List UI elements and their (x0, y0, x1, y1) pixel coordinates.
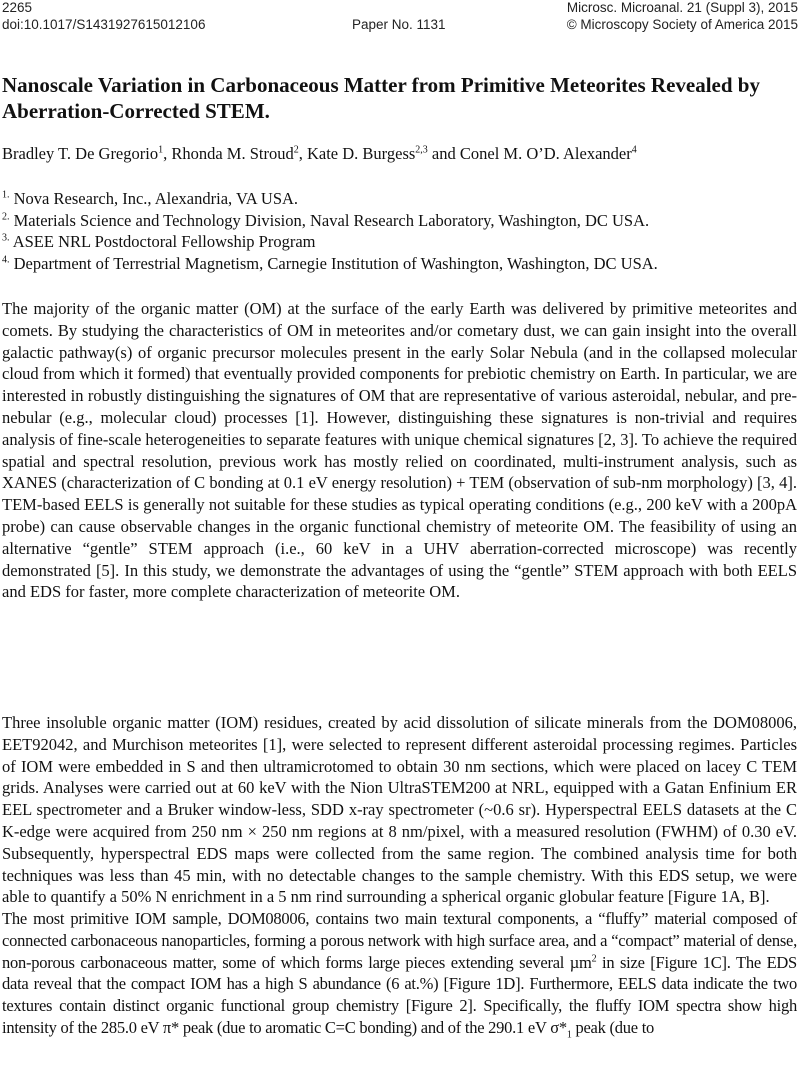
affiliation-text: Nova Research, Inc., Alexandria, VA USA. (9, 189, 299, 208)
author-separator: , (298, 144, 307, 163)
results-text: The most primitive IOM sample, DOM08006, contains two main textural components, a “fluffy” material composed of connected carbonaceous nanoparticles, forming a porous network with high surface area, and a “compact” material of dense, non-porous carbonaceous matter, some of which forms large pieces extending several µm (2, 909, 797, 972)
author-affiliation-marker: 2 (293, 144, 299, 156)
results-text: peak (due to (571, 1017, 655, 1037)
affiliation-number: 3. (2, 232, 10, 244)
author-affiliation-marker: 1 (158, 144, 164, 156)
paper-number: Paper No. 1131 (352, 17, 446, 32)
author-affiliation-marker: 2,3 (415, 144, 428, 156)
affiliation (2, 210, 798, 232)
author-list (2, 144, 798, 164)
author-name: Kate D. Burgess (306, 144, 416, 163)
body-paragraph-introduction: The majority of the organic matter (OM) at the surface of the early Earth was delivered by primitive meteorites and comets. By studying the characteristics of OM in meteorites and/or cometary dust, we can gain insight into the overall galactic pathway(s) of organic precursor molecules present in the early Solar Nebula (and in the collapsed molecular cloud from which it formed) that eventually provided components for prebiotic chemistry on Earth. In particular, we are interested in robustly distinguishing the signatures of OM that are representative of various asteroidal, nebular, and pre-nebular (e.g., molecular cloud) processes [1]. However, distinguishing these signatures is non-trivial and requires analysis of fine-scale heterogeneities to separate features with unique chemical signatures [2, 3]. To achieve the required spatial and spectral resolution, previous work has mostly relied on coordinated, multi-instrument analysis, such as XANES (characterization of C bonding at 0.1 eV energy resolution) + TEM (observation of sub-nm morphology) [3, 4]. TEM-based EELS is generally not suitable for these studies as typical operating conditions (e.g., 200 keV with a 200pA probe) can cause observable changes in the organic functional chemistry of meteorite OM. The feasibility of using an alternative “gentle” STEM approach (i.e., 60 keV in a UHV aberration-corrected microscope) was recently demonstrated [5]. In this study, we demonstrate the advantages of using the “gentle” STEM approach with both EELS and EDS for faster, more complete characterization of meteorite OM. (2, 299, 797, 602)
subscript-index: 1 (566, 1029, 572, 1041)
body-paragraph-results (2, 908, 797, 1039)
affiliation-number: 1. (2, 189, 10, 201)
copyright: © Microscopy Society of America 2015 (566, 17, 798, 32)
superscript-exponent: 2 (591, 953, 597, 965)
journal-citation: Microsc. Microanal. 21 (Suppl 3), 2015 (566, 0, 798, 15)
affiliation-text: Department of Terrestrial Magnetism, Carnegie Institution of Washington, Washington, DC USA. (9, 253, 658, 273)
affiliation-number: 2. (2, 211, 10, 223)
affiliation-list (2, 188, 798, 274)
author-name: Rhonda M. Stroud (171, 144, 294, 163)
author-name: Bradley T. De Gregorio (2, 144, 159, 163)
author-affiliation-marker: 4 (631, 144, 637, 156)
body-paragraph-methods: Three insoluble organic matter (IOM) residues, created by acid dissolution of silicate minerals from the DOM08006, EET92042, and Murchison meteorites [1], were selected to represent different asteroidal processing regimes. Particles of IOM were embedded in S and then ultramicrotomed to obtain 30 nm sections, which were placed on lacey C TEM grids. Analyses were carried out at 60 keV with the Nion UltraSTEM200 at NRL, equipped with a Gatan Enfinium ER EEL spectrometer and a Bruker window-less, SDD x-ray spectrometer (~0.6 sr). Hyperspectral EELS datasets at the C K-edge were acquired from 250 nm × 250 nm regions at 8 nm/pixel, with a measured resolution (FWHM) of 0.30 eV. Subsequently, hyperspectral EDS maps were collected from the same region. The combined analysis time for both techniques was less than 45 min, with no detectable changes to the sample chemistry. With this EDS setup, we were able to quantify a 50% N enrichment in a 5 nm rind surrounding a spherical organic globular feature [Figure 1A, B]. (2, 713, 797, 907)
doi: doi:10.1017/S1431927615012106 (2, 17, 206, 32)
affiliation (2, 188, 798, 210)
paper-title: Nanoscale Variation in Carbonaceous Matter from Primitive Meteorites Revealed by Aberration-Corrected STEM. (2, 73, 760, 123)
affiliation-text: Materials Science and Technology Division, Naval Research Laboratory, Washington, DC USA. (9, 210, 650, 230)
affiliation-text: ASEE NRL Postdoctoral Fellowship Program (9, 232, 316, 252)
results-text: in size [Figure 1C]. The EDS data reveal that the compact IOM has a high S abundance (6 at.%) [Figure 1D]. Furthermore, EELS data indicate the two textures contain distinct organic functional group chemistry [Figure 2]. Specifically, the fluffy IOM spectra show high intensity of the 285.0 eV π* peak (due to aromatic C=C bonding) and of the 290.1 eV σ* (2, 952, 797, 1037)
affiliation (2, 231, 798, 253)
author-separator: and (427, 144, 460, 163)
author-name: Conel M. O’D. Alexander (459, 144, 632, 163)
affiliation (2, 253, 798, 275)
author-separator: , (163, 144, 172, 163)
affiliation-number: 4. (2, 254, 10, 266)
page-number: 2265 (2, 0, 33, 15)
